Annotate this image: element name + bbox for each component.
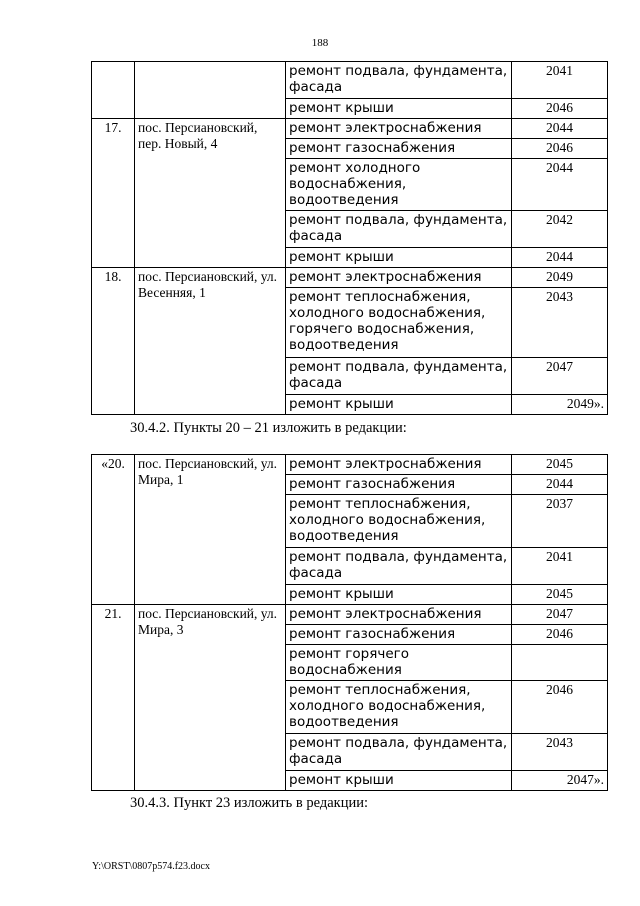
- row-number: 18.: [92, 268, 135, 415]
- work-cell: ремонт подвала, фундамента, фасада: [286, 211, 512, 248]
- work-cell: ремонт электроснабжения: [286, 455, 512, 475]
- year-cell: 2043: [512, 734, 608, 771]
- year-cell: 2041: [512, 548, 608, 585]
- row-number: «20.: [92, 455, 135, 605]
- work-cell: ремонт газоснабжения: [286, 475, 512, 495]
- year-cell: 2045: [512, 455, 608, 475]
- work-cell: ремонт крыши: [286, 585, 512, 605]
- year-cell: 2046: [512, 99, 608, 119]
- year-cell: 2044: [512, 475, 608, 495]
- work-cell: ремонт газоснабжения: [286, 625, 512, 645]
- work-cell: ремонт подвала, фундамента, фасада: [286, 734, 512, 771]
- year-cell: 2046: [512, 681, 608, 734]
- work-cell: ремонт подвала, фундамента, фасада: [286, 548, 512, 585]
- work-cell: ремонт крыши: [286, 248, 512, 268]
- table-row: [92, 605, 608, 625]
- address-cell: пос. Персиановский, ул. Мира, 3: [135, 605, 286, 791]
- work-cell: ремонт электроснабжения: [286, 119, 512, 139]
- work-cell: ремонт горячего водоснабжения: [286, 645, 512, 681]
- address-cell: пос. Персиановский, ул. Мира, 1: [135, 455, 286, 605]
- work-cell: ремонт электроснабжения: [286, 605, 512, 625]
- page-number: 188: [311, 37, 329, 49]
- year-cell: 2044: [512, 119, 608, 139]
- year-cell: 2037: [512, 495, 608, 548]
- row-number: [92, 62, 135, 119]
- work-cell: ремонт теплоснабжения, холодного водоснабжения, водоотведения: [286, 681, 512, 734]
- year-cell: 2046: [512, 139, 608, 159]
- row-number: 17.: [92, 119, 135, 268]
- table-row: [92, 268, 608, 288]
- year-cell: 2044: [512, 248, 608, 268]
- year-cell: 2046: [512, 625, 608, 645]
- year-cell: 2049».: [512, 395, 608, 415]
- address-cell: пос. Персиановский, ул. Весенняя, 1: [135, 268, 286, 415]
- work-cell: ремонт теплоснабжения, холодного водоснабжения, горячего водоснабжения, водоотведения: [286, 288, 512, 358]
- table-row: [92, 455, 608, 475]
- year-cell: 2047».: [512, 771, 608, 791]
- schedule-table-1: [91, 61, 608, 415]
- address-cell: пос. Персиановский, пер. Новый, 4: [135, 119, 286, 268]
- year-cell: 2045: [512, 585, 608, 605]
- year-cell: 2047: [512, 605, 608, 625]
- schedule-table-2: [91, 454, 608, 791]
- work-cell: ремонт крыши: [286, 99, 512, 119]
- work-cell: ремонт крыши: [286, 395, 512, 415]
- work-cell: ремонт теплоснабжения, холодного водоснабжения, водоотведения: [286, 495, 512, 548]
- year-cell: 2041: [512, 62, 608, 99]
- table-row: [92, 62, 608, 99]
- paragraph-30-4-3: 30.4.3. Пункт 23 изложить в редакции:: [130, 795, 369, 811]
- row-number: 21.: [92, 605, 135, 791]
- year-cell: 2049: [512, 268, 608, 288]
- work-cell: ремонт холодного водоснабжения, водоотведения: [286, 159, 512, 211]
- work-cell: ремонт газоснабжения: [286, 139, 512, 159]
- work-cell: ремонт подвала, фундамента, фасада: [286, 358, 512, 395]
- year-cell: 2042: [512, 211, 608, 248]
- work-cell: ремонт электроснабжения: [286, 268, 512, 288]
- year-cell: 2047: [512, 358, 608, 395]
- file-path-footer: Y:\ORST\0807p574.f23.docx: [92, 861, 210, 872]
- address-cell: [135, 62, 286, 119]
- work-cell: ремонт крыши: [286, 771, 512, 791]
- work-cell: ремонт подвала, фундамента, фасада: [286, 62, 512, 99]
- paragraph-30-4-2: 30.4.2. Пункты 20 – 21 изложить в редакции:: [130, 420, 407, 436]
- year-cell: 2044: [512, 159, 608, 211]
- table-row: [92, 119, 608, 139]
- year-cell: 2043: [512, 288, 608, 358]
- year-cell: [512, 645, 608, 681]
